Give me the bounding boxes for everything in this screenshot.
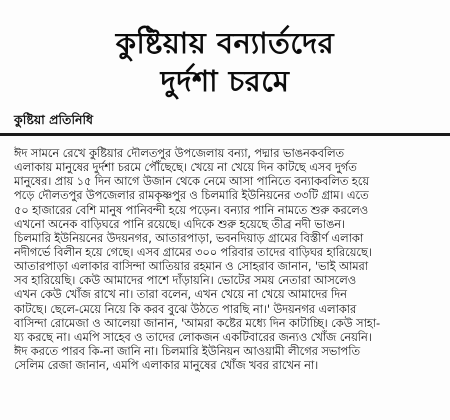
- divider-rule: [0, 133, 450, 136]
- body-line: আতারপাড়া এলাকার বাসিন্দা আতিয়ার রহমান ও সোহরাব জানান, 'ভাই আমরা: [14, 259, 368, 274]
- body-line: এলাকায় মানুষের দুর্দশা চরমে পৌঁছেছে। খেয়ে না খেয়ে দিন কাটছে এসব দুর্গত: [14, 160, 357, 175]
- body-line: মানুষের। প্রায় ১৫ দিন আগে উজান থেকে নেমে আসা পানিতে বন্যাকবলিত হয়ে: [14, 174, 369, 189]
- body-line: বাসিন্দা রোমেজা ও আলেয়া জানান, 'আমরা কষ্টের মধ্যে দিন কাটাচ্ছি। কেউ সাহা-: [14, 315, 381, 330]
- body-line: এখনো অনেক বাড়িঘরে পানি রয়েছে। এদিকে শুরু হয়েছে তীব্র নদী ভাঙন।: [14, 216, 345, 231]
- body-line: ঈদ সামনে রেখে কুষ্টিয়ার দৌলতপুর উপজেলায় বন্যা, পদ্মার ভাঙনকবলিত: [14, 146, 345, 160]
- body-line: সব হারিয়েছি। কেউ আমাদের পাশে দাঁড়ায়নি। ভোটের সময় নেতারা আসলেও: [14, 273, 357, 288]
- body-line: চিলমারি ইউনিয়নের উদয়নগর, আতারপাড়া, ভবনদিয়াড় গ্রামের বিস্তীর্ণ এলাকা: [14, 230, 364, 245]
- byline: কুষ্টিয়া প্রতিনিধি: [14, 112, 94, 127]
- body-line: সেলিম রেজা জানান, এমপি এলাকার মানুষের খোঁজ খবর রাখেন না।: [14, 358, 319, 373]
- body-line: য্য করছে না। এমপি সাহেব ও তাদের লোকজন একটিবারের জন্যও খোঁজ নেয়নি।: [14, 329, 372, 344]
- headline-line-2: দুর্দশা চরমে: [160, 64, 290, 98]
- headline-line-1: কুষ্টিয়ায় বন্যার্তদের: [115, 26, 335, 60]
- body-line: নদীগর্ভে বিলীন হয়ে গেছে। এসব গ্রামের ৩০০ পরিবার তাদের বাড়িঘর হারিয়েছে।: [14, 244, 372, 259]
- article-body: [14, 146, 444, 372]
- body-line: কাটছে। ছেলে-মেয়ে নিয়ে কি করব বুঝে উঠতে পারছি না।' উদয়নগর এলাকার: [14, 301, 357, 316]
- body-line: ঈদ করতে পারব কি-না জানি না। চিলমারি ইউনিয়ন আওয়ামী লীগের সভাপতি: [14, 343, 360, 358]
- body-line: ৫০ হাজারের বেশি মানুষ পানিবন্দী হয়ে পড়েন। বন্যার পানি নামতে শুরু করলেও: [14, 202, 369, 217]
- body-line: পড়ে দৌলতপুর উপজেলার রামকৃষ্ণপুর ও চিলমারি ইউনিয়নের ৩৩টি গ্রাম। এতে: [14, 188, 369, 203]
- body-line: এখন কেউ খোঁজ রাখে না। তারা বলেন, এখন খেয়ে না খেয়ে আমাদের দিন: [14, 287, 347, 302]
